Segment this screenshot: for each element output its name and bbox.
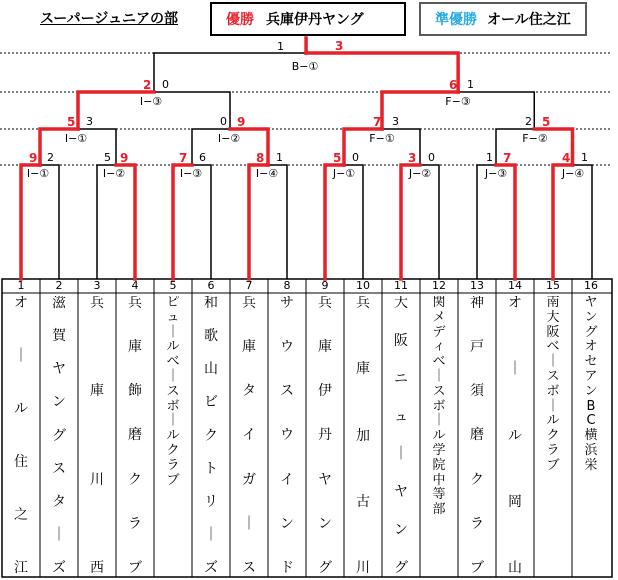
score-sf-right-b: 1 (467, 78, 474, 91)
score-qf3-b: 3 (392, 115, 399, 128)
team-number-8: 8 (283, 279, 291, 292)
score-qf1-b: 3 (86, 115, 93, 128)
game-label-r1-8: J−④ (561, 167, 585, 180)
score-r1-2-b: 9 (120, 151, 129, 165)
bracket-r1-8-b (573, 165, 593, 279)
bracket-r1-3-b (192, 165, 211, 279)
score-sf-right-a: 6 (449, 78, 458, 92)
bracket-r1-2-b (116, 165, 135, 279)
division-title: スーパージュニアの部 (40, 11, 179, 27)
bracket-r1-4-a (249, 165, 268, 279)
score-r1-1-a: 9 (29, 151, 38, 165)
game-label-qf-2: I−② (217, 132, 241, 145)
score-qf1-a: 5 (67, 115, 76, 129)
score-final-left: 1 (277, 40, 284, 53)
team-name-7: 兵 庫 タ イ ガ ｜ ス (242, 296, 256, 576)
score-r1-8-b: 1 (581, 151, 588, 164)
score-r1-6-b: 0 (428, 151, 435, 164)
score-r1-5-a: 5 (333, 151, 342, 165)
team-number-16: 16 (584, 279, 598, 292)
team-name-10: 兵 庫 加 古 川 (356, 296, 370, 576)
score-sf-left-a: 2 (143, 78, 152, 92)
score-r1-4-a: 8 (256, 151, 265, 165)
score-r1-1-b: 2 (47, 151, 54, 164)
bracket-r1-1-b (40, 165, 59, 279)
game-label-r1-5: J−① (332, 167, 356, 180)
score-r1-7-b: 7 (503, 151, 512, 165)
score-r1-3-b: 6 (199, 151, 206, 164)
score-r1-3-a: 7 (179, 151, 188, 165)
bracket-r1-6-a (401, 165, 420, 279)
score-r1-4-b: 1 (276, 151, 283, 164)
score-r1-2-a: 5 (104, 151, 111, 164)
game-label-final: B−① (291, 60, 319, 73)
team-name-12: 関 メ デ ィ ベ ｜ ス ボ ｜ ル 学 院 中 等 部 (432, 296, 446, 518)
bracket-r1-4-b (268, 165, 287, 279)
team-number-4: 4 (131, 279, 139, 292)
game-label-r1-4: I−④ (255, 167, 279, 180)
team-name-5: ピ ュ ｜ ル ベ ｜ ス ボ ｜ ル ク ラ ブ (166, 296, 180, 488)
score-r1-8-a: 4 (562, 151, 571, 165)
game-label-semi-left: I−③ (139, 95, 163, 108)
team-name-13: 神 戸 須 磨 ク ラ ブ (470, 296, 484, 576)
team-number-11: 11 (394, 279, 408, 292)
team-name-14: オ ｜ ル 岡 山 (508, 296, 522, 576)
score-qf4-a: 2 (525, 115, 532, 128)
team-name-3: 兵 庫 川 西 (90, 296, 104, 576)
bracket-r1-2-a (97, 165, 116, 279)
game-label-qf-1: I−① (64, 132, 88, 145)
game-label-r1-7: J−③ (484, 167, 508, 180)
team-number-2: 2 (55, 279, 63, 292)
game-label-qf-4: F−② (522, 132, 548, 145)
team-name-9: 兵 庫 伊 丹 ヤ ン グ (318, 296, 332, 576)
team-name-8: サ ウ ス ウ イ ン ド (280, 296, 294, 576)
team-name-6: 和 歌 山 ビ ク ト リ ｜ ズ (204, 296, 218, 576)
game-label-r1-3: I−③ (179, 167, 203, 180)
score-r1-6-a: 3 (408, 151, 417, 165)
team-number-13: 13 (470, 279, 484, 292)
bracket-r1-8-a (553, 165, 573, 279)
team-number-12: 12 (432, 279, 446, 292)
runner-up-label: 準優勝 (435, 12, 477, 28)
team-name-11: 大 阪 ニ ュ ｜ ヤ ン グ (394, 296, 408, 576)
team-number-1: 1 (17, 279, 25, 292)
score-sf-left-b: 0 (162, 78, 169, 91)
score-r1-5-b: 0 (352, 151, 359, 164)
bracket-r1-3-a (173, 165, 192, 279)
team-name-16: ヤ ン グ オ セ ア ン B C 横 浜 栄 (584, 296, 598, 473)
bracket-r1-1-a (21, 165, 40, 279)
score-r1-7-a: 1 (486, 151, 493, 164)
team-number-7: 7 (245, 279, 253, 292)
game-label-r1-2: I−② (102, 167, 126, 180)
team-number-14: 14 (508, 279, 522, 292)
champion-name: 兵庫伊丹ヤング (266, 12, 364, 28)
score-final-right: 3 (335, 39, 344, 53)
game-label-qf-3: F−① (369, 132, 395, 145)
bracket-final-branch-1 (154, 53, 306, 92)
team-name-2: 滋 賀 ヤ ン グ ス タ ｜ ズ (52, 296, 66, 576)
game-label-semi-right: F−③ (445, 95, 471, 108)
team-number-15: 15 (546, 279, 560, 292)
score-qf2-b: 9 (237, 115, 246, 129)
team-number-6: 6 (207, 279, 215, 292)
bracket-r1-7-b (496, 165, 515, 279)
team-number-10: 10 (356, 279, 370, 292)
game-label-r1-1: I−① (26, 167, 50, 180)
team-number-9: 9 (321, 279, 329, 292)
team-name-15: 南 大 阪 ベ ｜ ス ボ ｜ ル ク ラ ブ (546, 296, 560, 473)
bracket-final-branch-2 (306, 53, 458, 92)
game-label-r1-6: J−② (408, 167, 432, 180)
runner-up-name: オール住之江 (487, 12, 571, 28)
bracket-sf-branch-2 (154, 92, 230, 129)
champion-label: 優勝 (226, 12, 254, 28)
score-qf3-a: 7 (373, 115, 382, 129)
bracket-r1-7-a (477, 165, 496, 279)
bracket-r1-5-b (344, 165, 363, 279)
team-number-5: 5 (169, 279, 177, 292)
bracket-r1-6-b (420, 165, 439, 279)
score-qf4-b: 5 (542, 115, 551, 129)
score-qf2-a: 0 (220, 115, 227, 128)
team-number-3: 3 (93, 279, 101, 292)
bracket-r1-5-a (325, 165, 344, 279)
team-name-4: 兵 庫 飾 磨 ク ラ ブ (128, 296, 142, 576)
team-name-1: オ ｜ ル 住 之 江 (14, 296, 28, 576)
